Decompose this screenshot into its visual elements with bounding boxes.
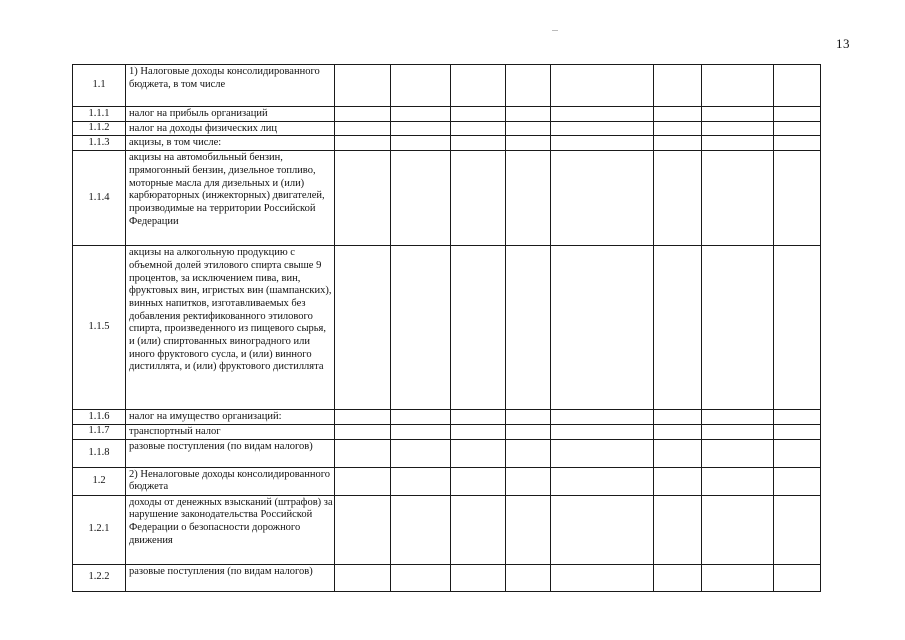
empty-cell [654,439,702,467]
empty-cell [391,246,451,410]
empty-cell [702,151,774,246]
row-description: транспортный налог [126,424,335,439]
empty-cell [391,107,451,122]
row-description: 1) Налоговые доходы консолидированного бюджета, в том числе [126,65,335,107]
row-description: акцизы, в том числе: [126,136,335,151]
table-row [73,467,821,495]
empty-cell [451,495,506,564]
row-number: 1.1.2 [73,121,126,136]
empty-cell [551,467,654,495]
empty-cell [654,107,702,122]
row-description: налог на доходы физических лиц [126,121,335,136]
empty-cell [335,410,391,425]
table-row [73,107,821,122]
empty-cell [335,107,391,122]
row-number: 1.2.2 [73,564,126,591]
empty-cell [391,121,451,136]
empty-cell [391,65,451,107]
row-description: акцизы на алкогольную продукцию с объемной долей этилового спирта свыше 9 процентов, за исключением пива, вин, фруктовых вин, игристых вин (шампанских), винных напитков, изготавливаемых без добавления ректификованного этилового спирта, произведенного из пищевого сырья, и (или) спиртованных виноградного или иного фруктового сусла, и (или) винного дистиллята, и (или) фруктового дистиллята [126,246,335,410]
table-row [73,410,821,425]
empty-cell [702,424,774,439]
table-row [73,424,821,439]
empty-cell [551,65,654,107]
empty-cell [335,151,391,246]
empty-cell [774,121,821,136]
empty-cell [506,246,551,410]
empty-cell [506,107,551,122]
empty-cell [506,495,551,564]
empty-cell [335,439,391,467]
empty-cell [335,467,391,495]
empty-cell [702,107,774,122]
empty-cell [774,564,821,591]
page-number: 13 [836,36,850,51]
row-description: налог на имущество организаций: [126,410,335,425]
empty-cell [774,424,821,439]
empty-cell [506,424,551,439]
empty-cell [335,564,391,591]
empty-cell [654,65,702,107]
table-row [73,151,821,246]
empty-cell [451,136,506,151]
empty-cell [774,107,821,122]
empty-cell [451,564,506,591]
empty-cell [774,246,821,410]
empty-cell [391,136,451,151]
empty-cell [391,564,451,591]
empty-cell [551,424,654,439]
empty-cell [506,410,551,425]
row-description: налог на прибыль организаций [126,107,335,122]
empty-cell [451,439,506,467]
row-description: разовые поступления (по видам налогов) [126,439,335,467]
empty-cell [551,121,654,136]
empty-cell [702,410,774,425]
empty-cell [551,439,654,467]
empty-cell [506,136,551,151]
row-description: доходы от денежных взысканий (штрафов) за нарушение законодательства Российской Федерации о безопасности дорожного движения [126,495,335,564]
empty-cell [335,424,391,439]
revenue-table [72,64,821,592]
empty-cell [654,564,702,591]
row-number: 1.2.1 [73,495,126,564]
empty-cell [551,246,654,410]
table-row [73,65,821,107]
table-row [73,439,821,467]
empty-cell [774,467,821,495]
row-description: 2) Неналоговые доходы консолидированного бюджета [126,467,335,495]
empty-cell [391,439,451,467]
empty-cell [451,151,506,246]
empty-cell [654,151,702,246]
empty-cell [506,151,551,246]
empty-cell [335,246,391,410]
table-row [73,564,821,591]
empty-cell [335,136,391,151]
empty-cell [774,151,821,246]
empty-cell [551,151,654,246]
empty-cell [702,65,774,107]
empty-cell [702,495,774,564]
empty-cell [451,65,506,107]
empty-cell [451,121,506,136]
empty-cell [654,410,702,425]
empty-cell [654,136,702,151]
empty-cell [506,439,551,467]
row-number: 1.1.7 [73,424,126,439]
empty-cell [506,564,551,591]
empty-cell [551,564,654,591]
empty-cell [391,495,451,564]
empty-cell [774,495,821,564]
empty-cell [335,495,391,564]
row-number: 1.1.4 [73,151,126,246]
empty-cell [506,65,551,107]
row-description: разовые поступления (по видам налогов) [126,564,335,591]
empty-cell [335,121,391,136]
row-number: 1.2 [73,467,126,495]
empty-cell [774,410,821,425]
empty-cell [702,564,774,591]
empty-cell [391,410,451,425]
empty-cell [391,151,451,246]
empty-cell [506,121,551,136]
empty-cell [451,424,506,439]
empty-cell [391,467,451,495]
empty-cell [774,439,821,467]
empty-cell [702,439,774,467]
row-number: 1.1.5 [73,246,126,410]
empty-cell [654,424,702,439]
empty-cell [551,495,654,564]
empty-cell [774,136,821,151]
empty-cell [702,121,774,136]
empty-cell [654,467,702,495]
empty-cell [551,136,654,151]
empty-cell [702,246,774,410]
table-row [73,136,821,151]
empty-cell [774,65,821,107]
table-row [73,246,821,410]
empty-cell [654,246,702,410]
empty-cell [702,467,774,495]
empty-cell [451,107,506,122]
row-number: 1.1.8 [73,439,126,467]
row-number: 1.1.6 [73,410,126,425]
empty-cell [551,410,654,425]
empty-cell [451,467,506,495]
table-row [73,121,821,136]
empty-cell [702,136,774,151]
empty-cell [451,246,506,410]
empty-cell [335,65,391,107]
row-description: акцизы на автомобильный бензин, прямогонный бензин, дизельное топливо, моторные масла для дизельных и (или) карбюраторных (инжекторных) двигателей, производимые на территории Российской Федерации [126,151,335,246]
empty-cell [506,467,551,495]
table-row [73,495,821,564]
empty-cell [391,424,451,439]
row-number: 1.1 [73,65,126,107]
row-number: 1.1.3 [73,136,126,151]
row-number: 1.1.1 [73,107,126,122]
empty-cell [451,410,506,425]
empty-cell [654,495,702,564]
empty-cell [551,107,654,122]
scan-speck [552,30,558,31]
empty-cell [654,121,702,136]
